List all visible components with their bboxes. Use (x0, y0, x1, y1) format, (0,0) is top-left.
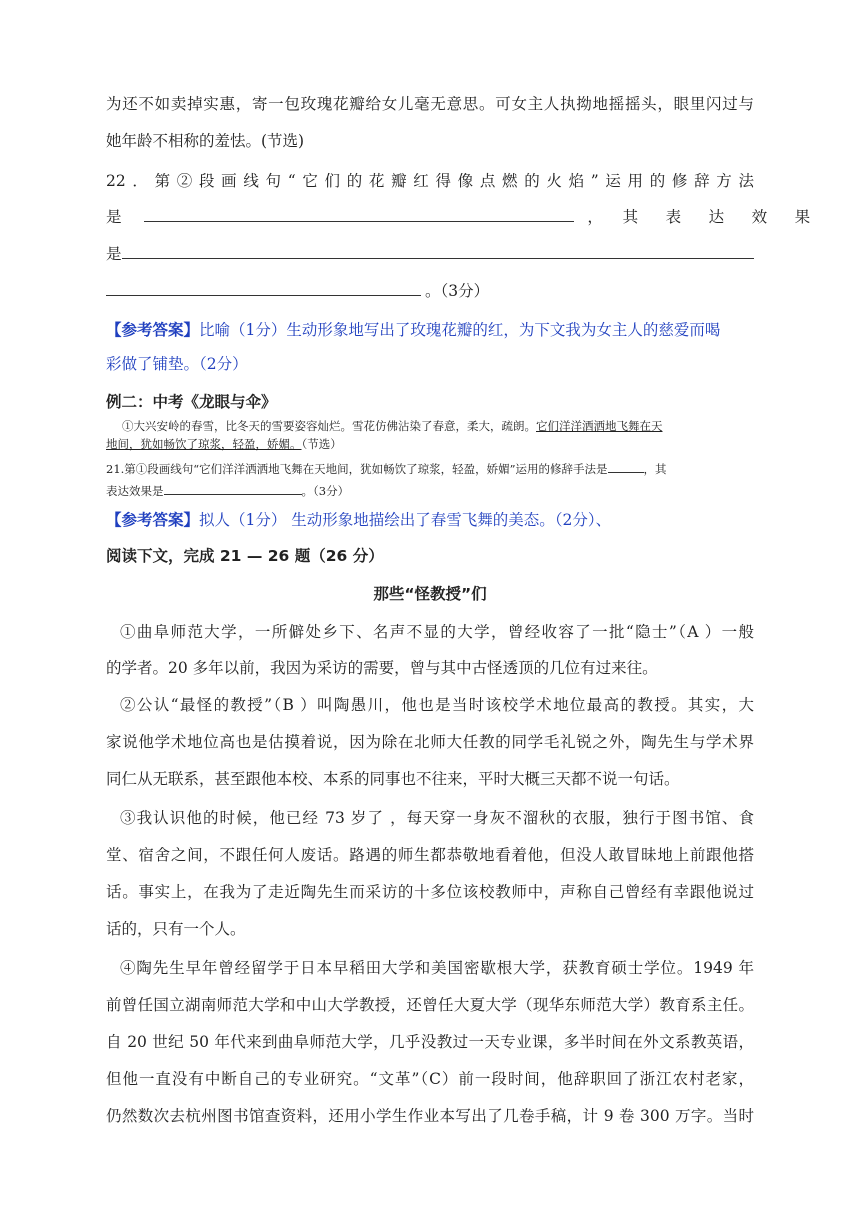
reference-answer (106, 508, 611, 530)
answer-blank[interactable] (608, 460, 644, 473)
answer-tag: 【参考答案】 (106, 320, 200, 339)
question-22-line3 (106, 242, 754, 264)
answer-blank[interactable] (144, 205, 574, 222)
example-title: 例二：中考《龙眼与伞》 (106, 393, 277, 411)
reference-answer (106, 318, 720, 340)
reading-instruction: 阅读下文，完成 21 — 26 题（26 分） (106, 547, 384, 565)
example-question-line2 (106, 482, 349, 499)
answer-text: 比喻（1分）生动形象地写出了玫瑰花瓣的红，为下文我为女主人的慈爱而喝 (199, 321, 721, 339)
article-title: 那些“怪教授”们 (373, 585, 487, 603)
article-line: ③我认识他的时候，他已经 73 岁了 ，每天穿一身灰不溜秋的衣服，独行于图书馆、食 (120, 809, 754, 827)
article-line: ②公认“最怪的教授”（B ）叫陶愚川，他也是当时该校学术地位最高的教授。其实，大 (120, 696, 754, 714)
answer-blank[interactable] (122, 242, 754, 259)
article-line: ①曲阜师范大学，一所僻处乡下、名声不显的大学，曾经收容了一批“隐士”（A ）一般 (120, 623, 754, 641)
text: （节选） (301, 437, 342, 451)
question-22-line2 (106, 205, 817, 227)
article-line: 自 20 世纪 50 年代来到曲阜师范大学，几乎没教过一天专业课，多半时间在外文系教英语， (106, 1033, 754, 1051)
text: 是 (106, 208, 122, 226)
answer-tag: 【参考答案】 (106, 510, 200, 529)
answer-blank[interactable] (164, 482, 302, 495)
text: ①大兴安岭的春雪，比冬天的雪要姿容灿烂。雪花仿佛沾染了春意，柔大，疏朗。 (122, 419, 536, 433)
answer-text: 拟人（1分） 生动形象地描绘出了春雪飞舞的美态。（2分）、 (199, 511, 612, 529)
score-text: 。（3分） (425, 282, 490, 300)
text: ，其 (643, 462, 667, 476)
text: 21.第①段画线句“它们洋洋洒洒地飞舞在天地间，犹如畅饮了琼浆，轻盈，娇媚”运用的修辞手法是 (106, 462, 608, 476)
article-line: 仍然数次去杭州图书馆查资料，还用小学生作业本写出了几卷手稿，计 9 卷 300 万字。当时 (106, 1107, 754, 1125)
excerpt-line (106, 436, 342, 452)
question-22-line4 (106, 279, 489, 301)
article-line: 同仁从无联系，甚至跟他本校、本系的同事也不往来，平时大概三天都不说一句话。 (106, 770, 680, 788)
question-22: 22．第②段画线句“它们的花瓣红得像点燃的火焰”运用的修辞方法 (106, 172, 754, 190)
text: 。（3分） (301, 484, 350, 498)
article-line: 堂、宿舍之间，不跟任何人废话。路遇的师生都恭敬地看着他，但没人敢冒昧地上前跟他搭 (106, 846, 754, 864)
article-line: 话的，只有一个人。 (106, 920, 246, 938)
answer-blank[interactable] (106, 279, 421, 296)
text: ， 其 表 达 效 果 (587, 208, 817, 226)
underlined-text: 地间，犹如畅饮了琼浆，轻盈，娇媚。 (106, 437, 302, 451)
text-line: 为还不如卖掉实惠，寄一包玫瑰花瓣给女儿毫无意思。可女主人执拗地摇摇头，眼里闪过与 (106, 95, 754, 113)
text: 表达效果是 (106, 484, 164, 498)
article-line: 家说他学术地位高也是估摸着说，因为除在北师大任教的同学毛礼锐之外，陶先生与学术界 (106, 733, 754, 751)
example-question (106, 460, 667, 477)
article-line: 前曾任国立湖南师范大学和中山大学教授，还曾任大夏大学（现华东师范大学）教育系主任。 (106, 996, 754, 1014)
article-line: 的学者。20 多年以前，我因为采访的需要，曾与其中古怪透顶的几位有过来往。 (106, 659, 658, 677)
article-line: ④陶先生早年曾经留学于日本早稻田大学和美国密歇根大学，获教育硕士学位。1949 年 (120, 959, 754, 977)
text: 是 (106, 245, 122, 263)
underlined-text: 它们洋洋洒洒地飞舞在天 (536, 419, 663, 433)
excerpt-line (122, 418, 663, 434)
article-line: 话。事实上，在我为了走近陶先生而采访的十多位该校教师中，声称自己曾经有幸跟他说过 (106, 883, 754, 901)
answer-text: 彩做了铺垫。（2分） (106, 355, 248, 373)
text-line: 她年龄不相称的羞怯。(节选) (106, 132, 305, 150)
article-line: 但他一直没有中断自己的专业研究。“文革”（C）前一段时间，他辞职回了浙江农村老家， (106, 1070, 754, 1088)
